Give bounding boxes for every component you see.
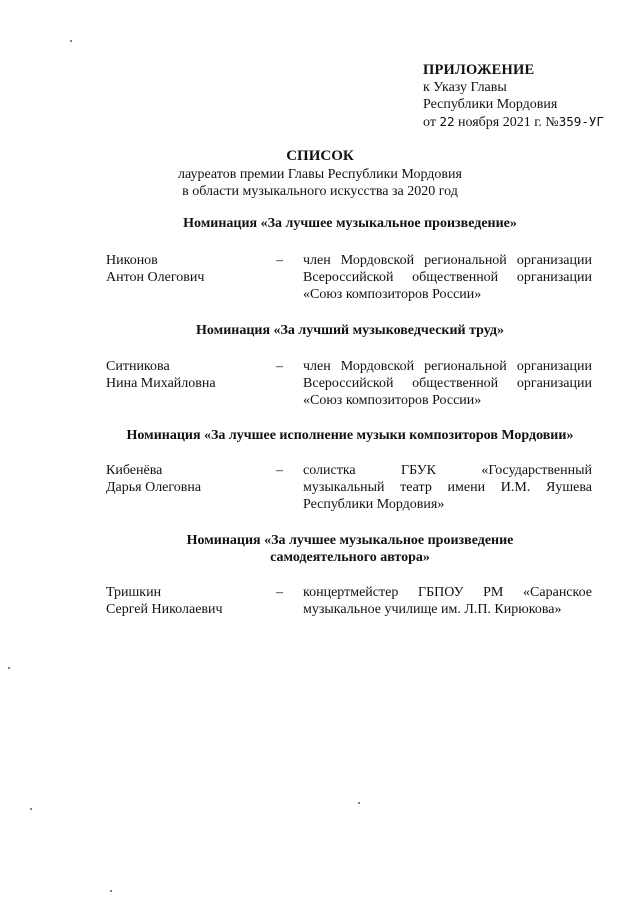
laureate-name — [106, 462, 266, 496]
description-line: Республики Мордовия» — [303, 497, 445, 512]
laureate-description — [303, 358, 592, 409]
laureate-surname: Кибенёва — [106, 463, 163, 478]
laureate-given-name: Антон Олегович — [106, 270, 205, 285]
description-line: «Союз композиторов России» — [303, 393, 482, 408]
list-subtitle-line-2: в области музыкального искусства за 2020 год — [182, 184, 458, 199]
scan-speck — [110, 890, 112, 892]
scan-speck — [70, 40, 72, 42]
appendix-block — [423, 62, 633, 131]
description-line: член Мордовской региональной организации — [303, 253, 592, 268]
laureate-description — [303, 252, 592, 303]
laureate-given-name: Сергей Николаевич — [106, 602, 223, 617]
nomination-title-1: Номинация «За лучшее музыкальное произведение» — [183, 216, 517, 231]
laureate-given-name: Нина Михайловна — [106, 376, 216, 391]
appendix-date-line — [423, 113, 633, 131]
appendix-line-2: Республики Мордовия — [423, 97, 558, 112]
laureate-entry-4 — [106, 584, 592, 644]
laureate-given-name: Дарья Олеговна — [106, 480, 202, 495]
description-line: член Мордовской региональной организации — [303, 359, 592, 374]
laureate-description — [303, 462, 592, 513]
list-title: СПИСОК — [286, 148, 354, 164]
laureate-name — [106, 252, 266, 286]
scan-speck — [8, 667, 10, 669]
list-subtitle-line-1: лауреатов премии Главы Республики Мордовия — [178, 167, 462, 182]
description-line: музыкальный театр имени И.М. Яушева — [303, 480, 592, 495]
appendix-date-rest: ноября 2021 г. № — [458, 115, 559, 130]
dash-separator: – — [276, 359, 283, 374]
appendix-title: ПРИЛОЖЕНИЕ — [423, 62, 535, 78]
nomination-title-line-2: самодеятельного автора» — [270, 550, 430, 565]
appendix-date-prefix: от — [423, 115, 436, 130]
laureate-entry-2 — [106, 358, 592, 418]
laureate-name — [106, 584, 266, 618]
laureate-surname: Тришкин — [106, 585, 162, 600]
description-line: Всероссийской общественной организации — [303, 270, 592, 285]
scan-speck — [358, 802, 360, 804]
nomination-title-4 — [100, 532, 600, 566]
laureate-entry-3 — [106, 462, 592, 522]
description-line: солистка ГБУК «Государственный — [303, 463, 592, 478]
dash-separator: – — [276, 585, 283, 600]
laureate-surname: Ситникова — [106, 359, 170, 374]
laureate-entry-1 — [106, 252, 592, 312]
description-line: концертмейстер ГБПОУ РМ «Саранское — [303, 585, 592, 600]
appendix-line-1: к Указу Главы — [423, 80, 507, 95]
description-line: музыкальное училище им. Л.П. Кирюкова» — [303, 602, 562, 617]
laureate-surname: Никонов — [106, 253, 158, 268]
appendix-date-day: 22 — [439, 114, 455, 129]
dash-separator: – — [276, 463, 283, 478]
description-line: «Союз композиторов России» — [303, 287, 482, 302]
dash-separator: – — [276, 253, 283, 268]
nomination-title-3: Номинация «За лучшее исполнение музыки композиторов Мордовии» — [126, 428, 574, 443]
nomination-title-line-1: Номинация «За лучшее музыкальное произведение — [186, 533, 514, 548]
laureate-name — [106, 358, 266, 392]
description-line: Всероссийской общественной организации — [303, 376, 592, 391]
laureate-description — [303, 584, 592, 618]
nomination-title-2: Номинация «За лучший музыковедческий труд» — [196, 323, 504, 338]
scan-speck — [30, 808, 32, 810]
appendix-number: 359-УГ — [558, 114, 604, 129]
